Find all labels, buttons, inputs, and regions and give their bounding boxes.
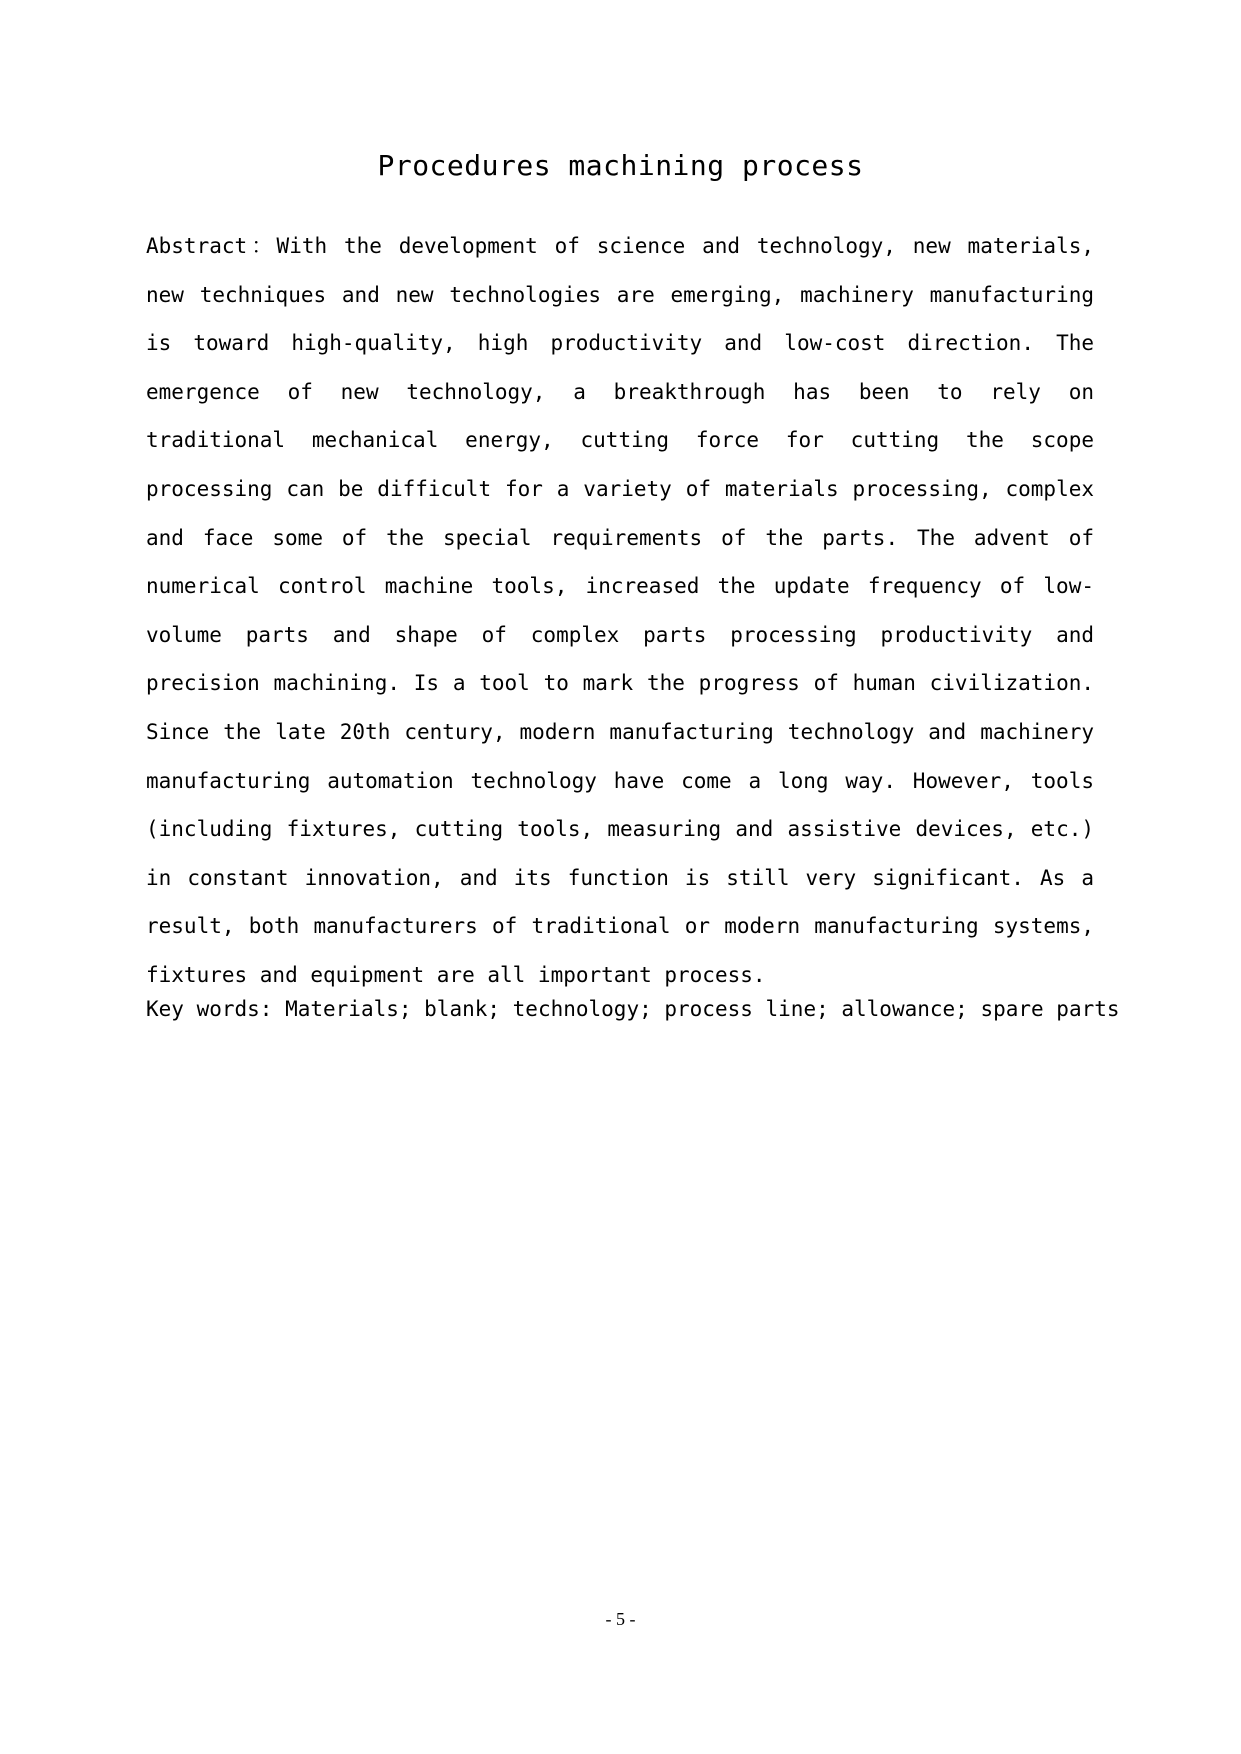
keywords-label: Key words: xyxy=(146,997,273,1021)
abstract-text: With the development of science and technology, new materials, new techniques and new technologies are emerging, machinery manufacturing is toward high-quality, high productivity and low-cost direction. The emergence of new technology, a breakthrough has been to rely on traditional mechanical energy, cutting force for cutting the scope processing can be difficult for a variety of materials processing, complex and face some of the special requirements of the parts. The advent of numerical control machine tools, increased the update frequency of low-volume parts and shape of complex parts processing productivity and precision machining. Is a tool to mark the progress of human civilization. Since the late 20th century, modern manufacturing technology and machinery manufacturing automation technology have come a long way. However, tools (including fixtures, cutting tools, measuring and assistive devices, etc.) in constant innovation, and its function is still very significant. As a result, both manufacturers of traditional or modern manufacturing systems, fixtures and equipment are all important process. xyxy=(146,234,1094,987)
keywords-section xyxy=(146,994,1120,1024)
keywords-text: Materials; blank; technology; process line; allowance; spare parts xyxy=(272,997,1120,1021)
page-title: Procedures machining process xyxy=(377,149,864,182)
abstract-label: Abstract： xyxy=(146,234,277,258)
abstract-paragraph xyxy=(146,222,1094,1000)
page-number: - 5 - xyxy=(605,1609,636,1629)
abstract-section xyxy=(146,222,1094,1000)
